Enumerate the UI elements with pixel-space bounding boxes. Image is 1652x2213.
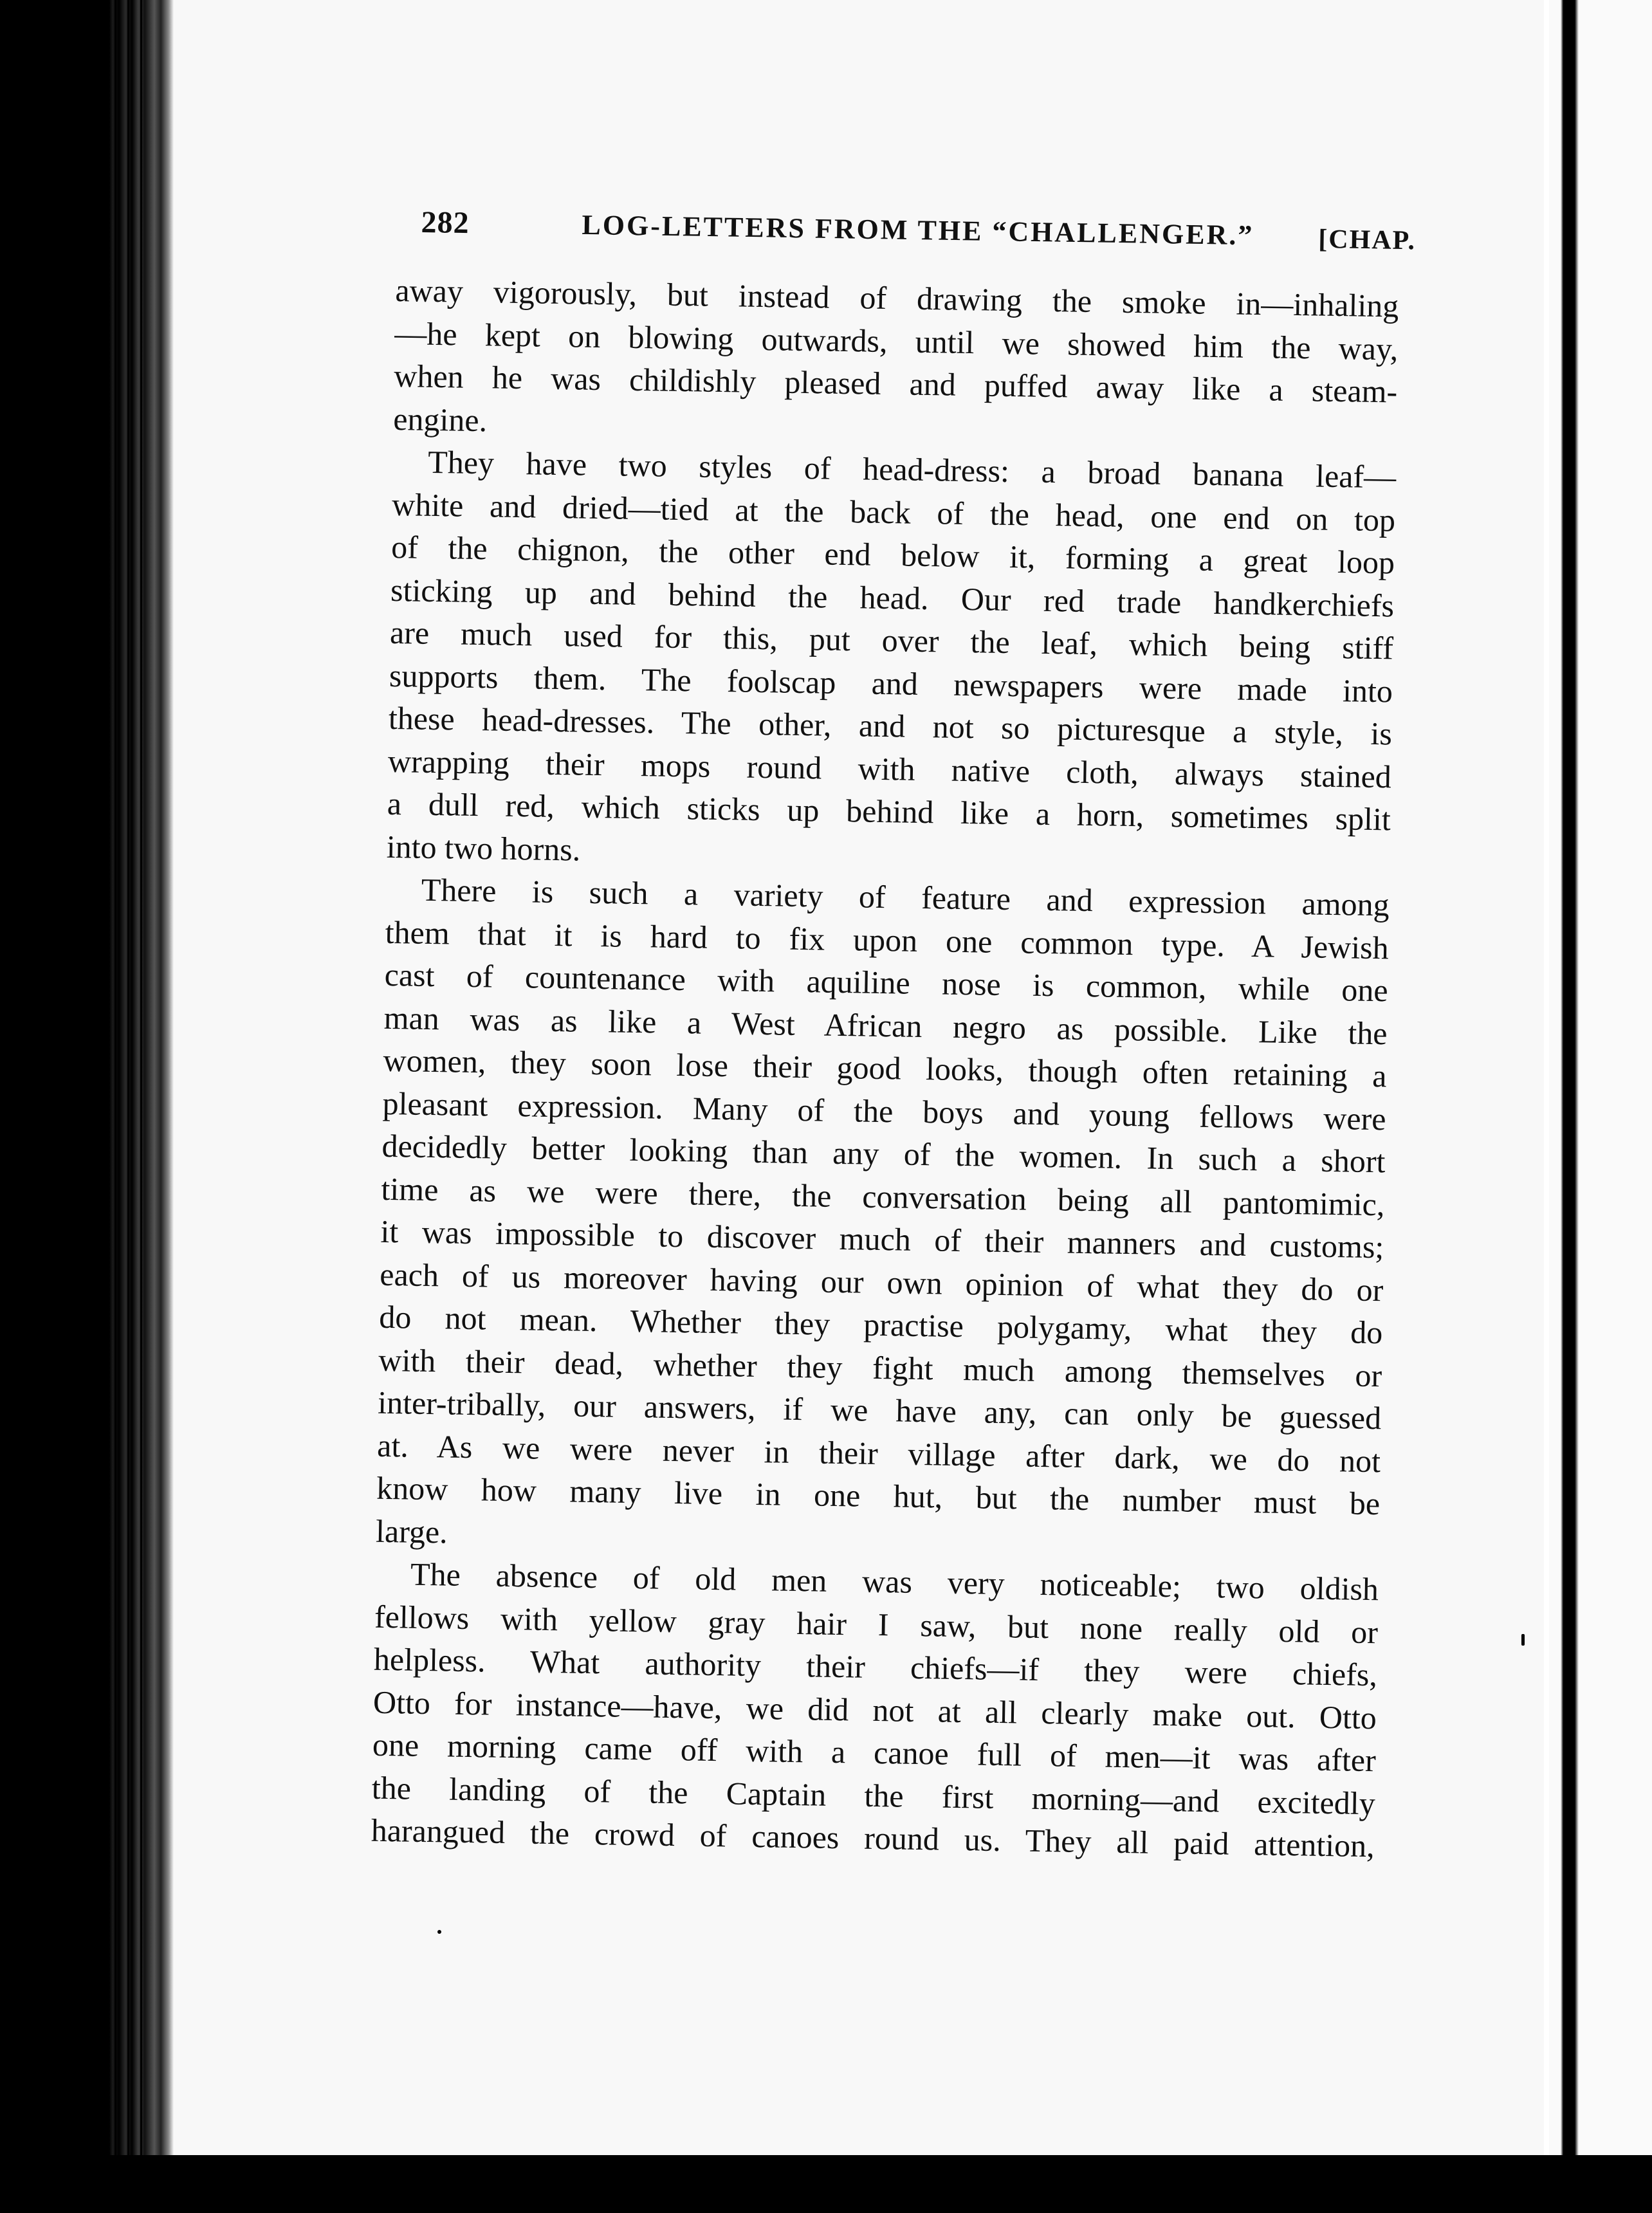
page-edge-line [127, 0, 129, 2213]
text-line: these head-dresses. The other, and not so picturesque a style, is [388, 699, 1393, 752]
scan-artifact [1521, 1634, 1525, 1646]
text-line: pleasant expression. Many of the boys and young fellows were [382, 1085, 1386, 1137]
text-line: each of us moreover having our own opinion of what they do or [380, 1256, 1384, 1308]
body-text [371, 269, 1399, 1868]
text-line: away vigorously, but instead of drawing the smoke in—inhaling [395, 271, 1399, 324]
text-line: large. [375, 1512, 448, 1550]
text-line: They have two styles of head-dress: a broad banana leaf— [427, 443, 1397, 495]
text-line: man was as like a West African negro as possible. Like the [383, 999, 1388, 1051]
chapter-mark: [CHAP. [1317, 224, 1417, 256]
text-line: white and dried—tied at the back of the head, one end on top [391, 486, 1396, 538]
paragraph [393, 269, 1399, 455]
text-line: —he kept on blowing outwards, until we showed him the way, [394, 315, 1399, 367]
text-line: do not mean. Whether they practise polygamy, what they do [378, 1298, 1383, 1351]
text-line: of the chignon, the other end below it, forming a great loop [390, 528, 1395, 581]
paragraph [376, 868, 1390, 1568]
paragraph [386, 440, 1396, 883]
book-gutter [0, 0, 174, 2213]
text-line: the landing of the Captain the first morning—and excitedly [371, 1769, 1376, 1821]
text-line: The absence of old men was very noticeable; two oldish [410, 1556, 1379, 1608]
running-title: LOG-LETTERS FROM THE “CHALLENGER.” [582, 208, 1254, 252]
text-line: a dull red, which sticks up behind like a horn, sometimes split [387, 785, 1391, 838]
scan-artifact [40, 475, 45, 494]
text-line: know how many live in one hut, but the number must be [376, 1469, 1381, 1522]
paragraph [371, 1552, 1379, 1868]
text-line: into two horns. [386, 828, 581, 868]
text-line: at. As we were never in their village after dark, we do not [376, 1427, 1381, 1479]
text-line: inter-tribally, our answers, if we have any, can only be guessed [377, 1384, 1382, 1437]
page-number: 282 [421, 205, 470, 241]
text-line: wrapping their mops round with native cloth, always stained [387, 742, 1392, 794]
page-edge-line [140, 0, 142, 2213]
text-line: them that it is hard to fix upon one common type. A Jewish [385, 914, 1390, 966]
text-line: women, they soon lose their good looks, though often retaining a [383, 1042, 1387, 1094]
text-line: decidedly better looking than any of the women. In such a short [381, 1127, 1386, 1180]
text-line: are much used for this, put over the leaf, which being stiff [389, 614, 1394, 666]
text-line: helpless. What authority their chiefs—if they were chiefs, [373, 1640, 1378, 1693]
text-line: sticking up and behind the head. Our red trade handkerchiefs [390, 571, 1395, 623]
text-line: supports them. The foolscap and newspapers were made into [389, 657, 1393, 709]
scan-artifact [437, 1930, 441, 1934]
text-line: it was impossible to discover much of their manners and customs; [380, 1213, 1384, 1265]
text-line: cast of countenance with aquiline nose is common, while one [384, 956, 1389, 1009]
text-line: harangued the crowd of canoes round us. They all paid attention, [371, 1812, 1375, 1864]
text-line: There is such a variety of feature and expression among [421, 871, 1390, 923]
text-line: engine. [392, 400, 488, 438]
text-line: fellows with yellow gray hair I saw, but none really old or [374, 1598, 1379, 1650]
bottom-scan-border [0, 2155, 1652, 2213]
right-page-edge [1549, 0, 1652, 2213]
text-line: Otto for instance—have, we did not at all clearly make out. Otto [372, 1684, 1377, 1736]
page-edge-line [115, 0, 116, 2213]
text-line: with their dead, whether they fight much among themselves or [378, 1341, 1382, 1393]
text-line: when he was childishly pleased and puffed away like a steam- [393, 357, 1398, 410]
text-line: one morning came off with a canoe full of men—it was after [372, 1726, 1377, 1779]
text-line: time as we were there, the conversation being all pantomimic, [381, 1170, 1385, 1222]
